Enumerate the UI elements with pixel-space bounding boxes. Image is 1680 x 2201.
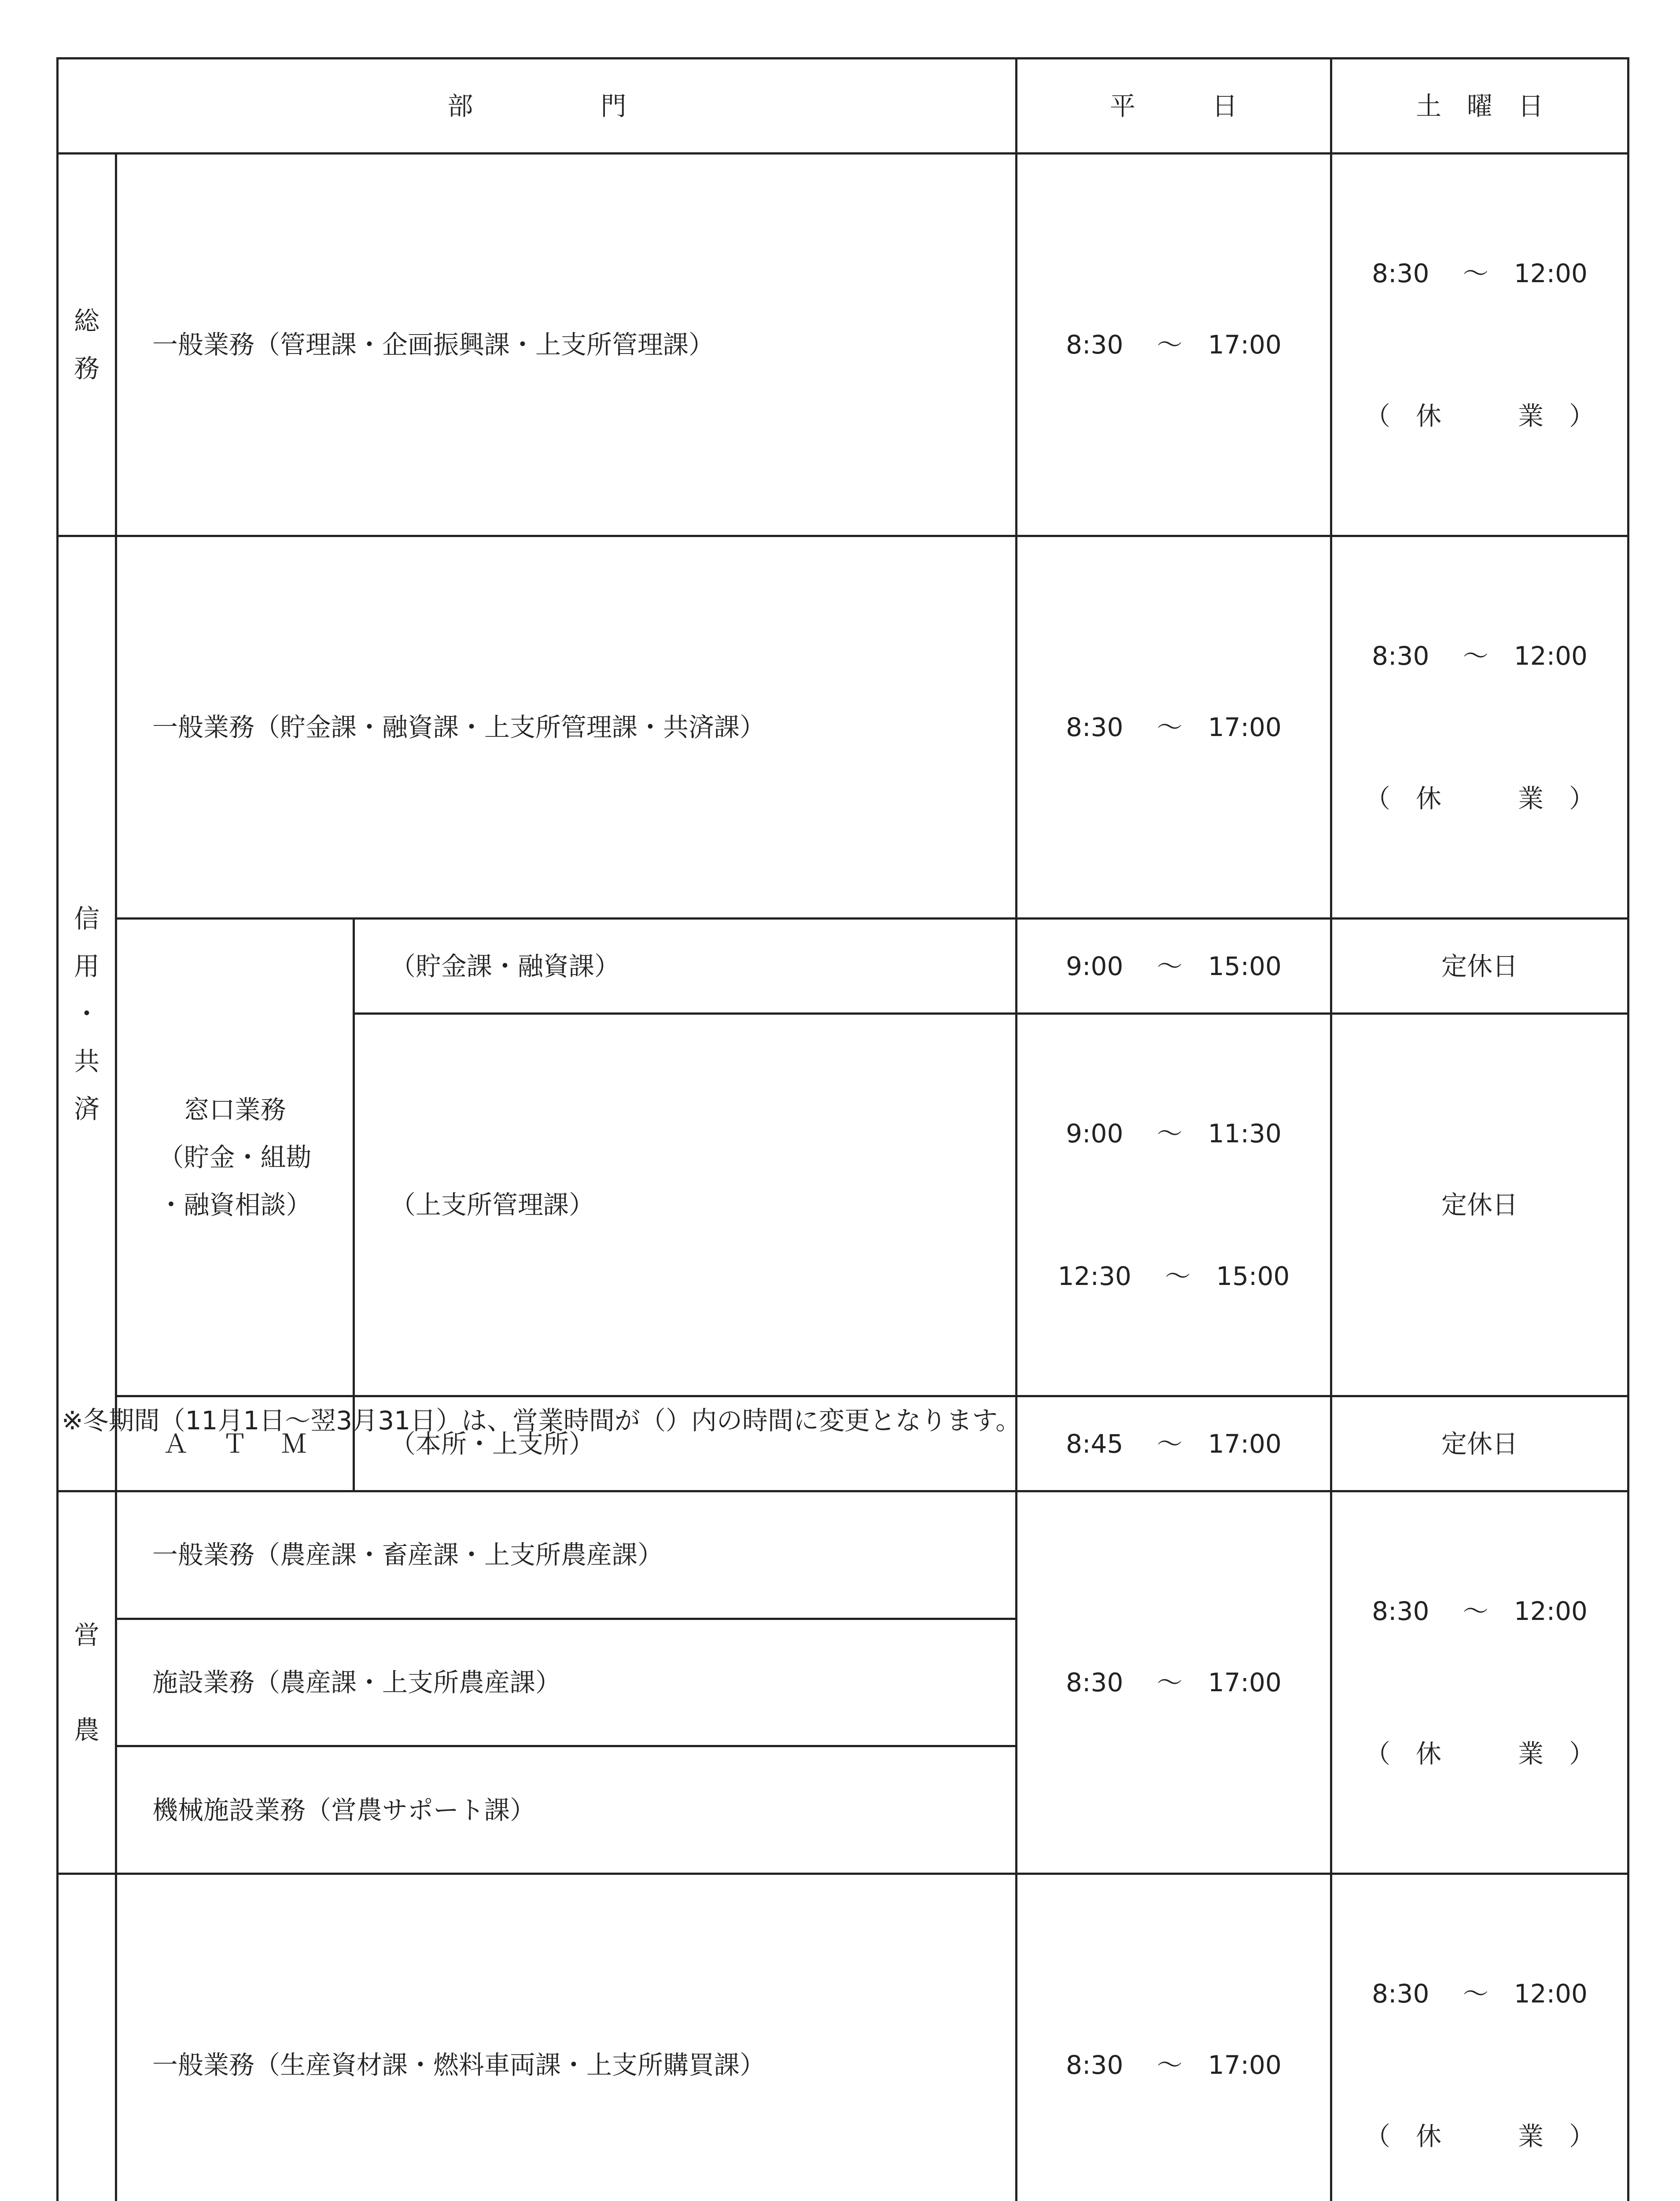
soumu-general-name: 一般業務（管理課・企画振興課・上支所管理課） — [116, 154, 1017, 536]
atm-weekday: 8:45 ～ 17:00 — [1017, 1396, 1331, 1491]
table-row — [58, 1491, 1628, 1619]
table-row — [58, 1874, 1628, 2201]
einou-row-1: 一般業務（農産課・畜産課・上支所農産課） — [116, 1491, 1017, 1619]
shinyou-general-weekday: 8:30 ～ 17:00 — [1017, 536, 1331, 919]
einou-row-2: 施設業務（農産課・上支所農産課） — [116, 1619, 1017, 1746]
category-soumu: 総 務 — [58, 154, 116, 536]
shinyou-window-name: 窓口業務 （貯金・組勘 ・融資相談） — [116, 919, 354, 1396]
shinyou-window-dept-2: （上支所管理課） — [354, 1014, 1017, 1396]
einou-row-3: 機械施設業務（営農サポート課） — [116, 1746, 1017, 1874]
koubai-general-saturday: 8:30 ～ 12:00 （ 休 業 ） — [1331, 1874, 1628, 2201]
atm-saturday: 定休日 — [1331, 1396, 1628, 1491]
soumu-general-saturday: 8:30 ～ 12:00 （ 休 業 ） — [1331, 154, 1628, 536]
table-row — [58, 154, 1628, 536]
atm-name: Ａ Ｔ Ｍ — [116, 1396, 354, 1491]
shinyou-window-saturday-2: 定休日 — [1331, 1014, 1628, 1396]
koubai-general-weekday: 8:30 ～ 17:00 — [1017, 1874, 1331, 2201]
business-hours-table — [56, 57, 1629, 2201]
table-row — [58, 536, 1628, 919]
header-department: 部 門 — [58, 59, 1017, 154]
category-koubai — [58, 1874, 116, 2201]
soumu-general-weekday: 8:30 ～ 17:00 — [1017, 154, 1331, 536]
atm-dept: （本所・上支所） — [354, 1396, 1017, 1491]
shinyou-window-dept-1: （貯金課・融資課） — [354, 919, 1017, 1014]
category-shinyou: 信 用 ・ 共 済 — [58, 536, 116, 1491]
header-row — [58, 59, 1628, 154]
category-einou: 営 農 — [58, 1491, 116, 1874]
table-row — [58, 919, 1628, 1014]
header-saturday: 土 曜 日 — [1331, 59, 1628, 154]
einou-weekday: 8:30 ～ 17:00 — [1017, 1491, 1331, 1874]
koubai-general-name: 一般業務（生産資材課・燃料車両課・上支所購買課） — [116, 1874, 1017, 2201]
shinyou-window-weekday-1: 9:00 ～ 15:00 — [1017, 919, 1331, 1014]
shinyou-window-weekday-2: 9:00 ～ 11:30 12:30 ～ 15:00 — [1017, 1014, 1331, 1396]
shinyou-general-saturday: 8:30 ～ 12:00 （ 休 業 ） — [1331, 536, 1628, 919]
footnote: ※冬期間（11月1日～翌3月31日）は、営業時間が（）内の時間に変更となります。 — [62, 1400, 1021, 1437]
einou-saturday: 8:30 ～ 12:00 （ 休 業 ） — [1331, 1491, 1628, 1874]
shinyou-window-saturday-1: 定休日 — [1331, 919, 1628, 1014]
shinyou-general-name: 一般業務（貯金課・融資課・上支所管理課・共済課） — [116, 536, 1017, 919]
header-weekday: 平 日 — [1017, 59, 1331, 154]
